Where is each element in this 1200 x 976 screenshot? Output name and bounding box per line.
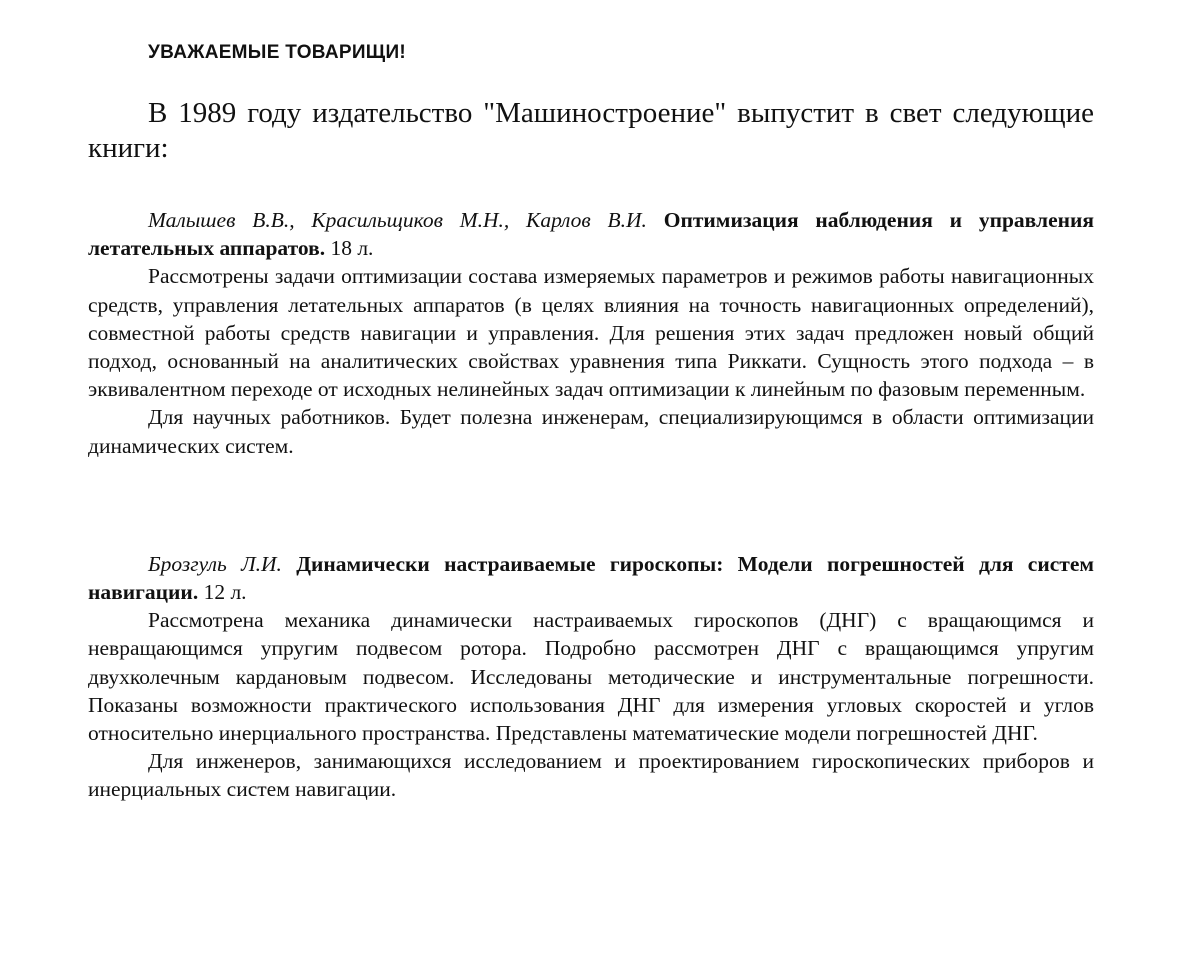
book-authors: Малышев В.В., Красильщиков М.Н., Карлов В.И. [148,208,647,232]
book-entry-1 [88,206,1094,460]
book-citation [88,206,1094,262]
intro-paragraph: В 1989 году издательство "Машиностроение" выпустит в свет следующие книги: [88,97,1094,164]
book-title: Динамически настраиваемые гироскопы: Модели погрешностей для систем навигации. [88,551,1095,605]
book-title: Оптимизация наблюдения и управления летательных аппаратов. [88,208,1095,261]
book-audience: Для инженеров, занимающихся исследованием и проектированием гироскопических приборов и инерциальных систем навигации. [88,749,1094,802]
book-size: 12 л. [203,580,247,605]
book-citation [88,550,1094,606]
book-authors: Брозгуль Л.И. [148,551,282,576]
book-size: 18 л. [330,236,374,261]
book-description: Рассмотрены задачи оптимизации состава измеряемых параметров и режимов работы навигационных средств, управления летательных аппаратов (в целях влияния на точность навигационных определений), совместной работы средств навигации и управления. Для решения этих задач предложен новый общий подход, основанный на аналитических свойствах уравнения типа Риккати. Сущность этого подхода – в эквивалентном переходе от исходных нелинейных задач оптимизации к линейным по фазовым переменным. [88,264,1094,402]
book-audience: Для научных работников. Будет полезна инженерам, специализирующимся в области оптимизации динамических систем. [88,405,1094,458]
announcement-page [88,38,1094,804]
greeting-heading: УВАЖАЕМЫЕ ТОВАРИЩИ! [148,42,407,63]
book-description: Рассмотрена механика динамически настраиваемых гироскопов (ДНГ) с вращающимся и невращающимся упругим подвесом ротора. Подробно рассмотрен ДНГ с вращающимся упругим двухколечным кардановым подвесом. Исследованы методические и инструментальные погрешности. Показаны возможности практического использования ДНГ для измерения угловых скоростей и углов относительно инерциального пространства. Представлены математические модели погрешностей ДНГ. [88,608,1094,746]
book-entry-2 [88,550,1094,804]
